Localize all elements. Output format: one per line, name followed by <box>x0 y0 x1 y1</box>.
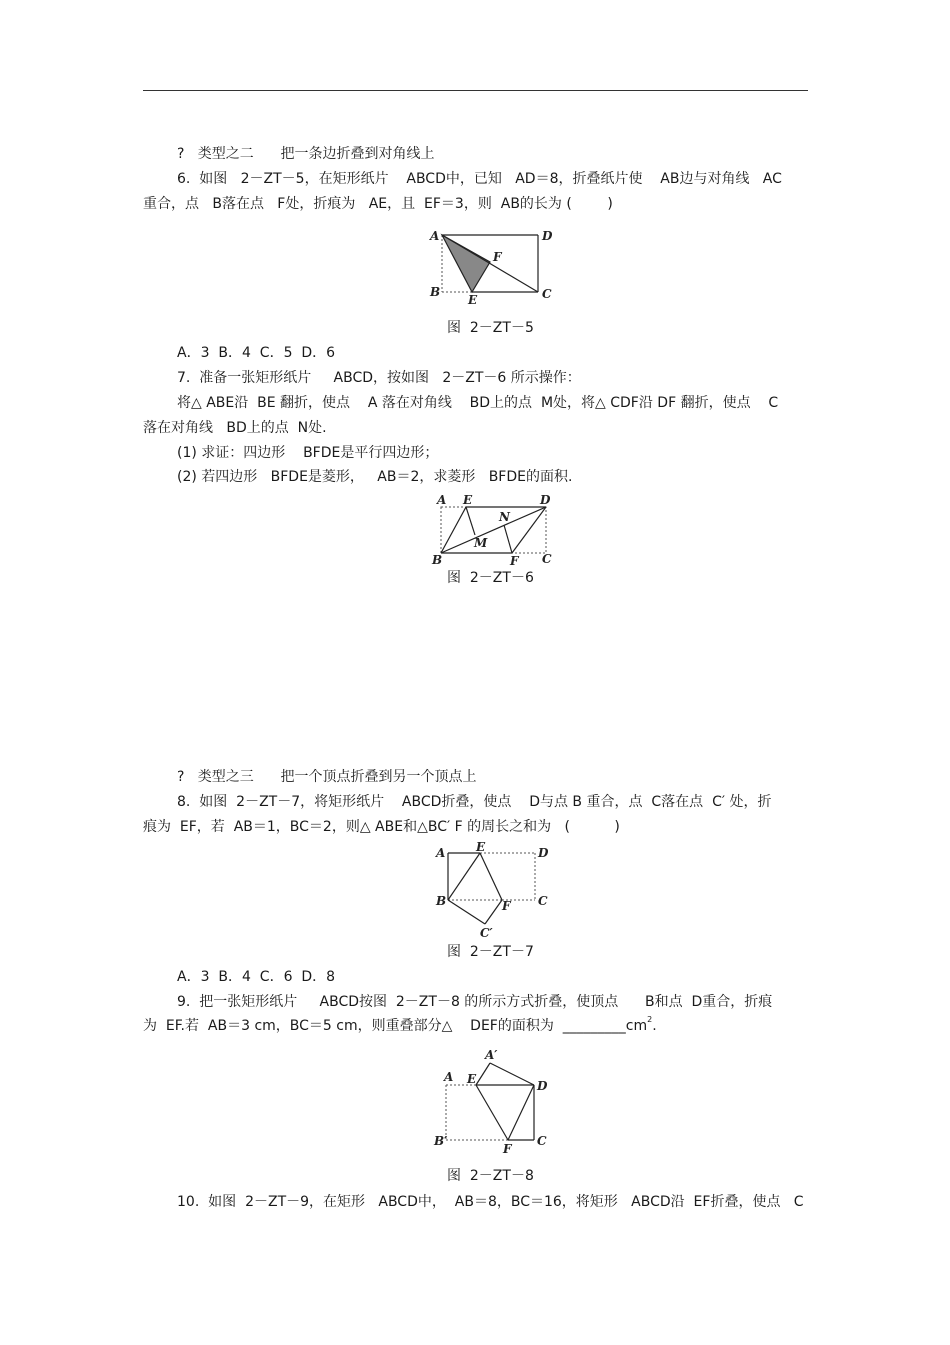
q9-text-end: . <box>652 1018 657 1034</box>
fig6-label-a: A <box>437 493 447 507</box>
figure-caption: 图 2－ZT－7 <box>447 944 534 960</box>
fig5-label-a: A <box>430 229 440 243</box>
section-title: ? 类型之二 把一条边折叠到对角线上 <box>177 146 435 162</box>
q9-text-main: 为 EF.若 AB＝3 cm，BC＝5 cm，则重叠部分△ DEF的面积为 _________cm <box>143 1018 648 1034</box>
q9-text-line1: 9. 把一张矩形纸片 ABCD按图 2－ZT－8 的所示方式折叠，使顶点 B和点 D重合，折痕 <box>177 994 773 1010</box>
header-rule <box>143 90 808 91</box>
q8-text-line2: 痕为 EF，若 AB＝1，BC＝2，则△ ABE和△BC′ F 的周长之和为 ( ) <box>143 819 620 835</box>
q7-part1: (1) 求证：四边形 BFDE是平行四边形； <box>177 445 439 461</box>
superscript: 2 <box>647 1015 653 1024</box>
q6-text-line2: 重合，点 B落在点 F处，折痕为 AE，且 EF＝3，则 AB的长为 ( ) <box>143 196 613 212</box>
fig8-label-f: F <box>503 1142 512 1156</box>
fig8-label-a-prime: A′ <box>485 1048 498 1062</box>
q6-options: A．3 B．4 C．5 D．6 <box>177 345 336 361</box>
fig7-label-c-prime: C′ <box>480 926 493 940</box>
fig6-label-n: N <box>499 510 510 524</box>
q9-text-line2 <box>143 1016 657 1038</box>
fig5-label-b: B <box>430 285 441 299</box>
q7-text-line2: 将△ ABE沿 BE 翻折，使点 A 落在对角线 BD上的点 M处，将△ CDF沿 DF 翻折，使点 C <box>177 395 779 411</box>
q8-text-line1: 8. 如图 2－ZT－7，将矩形纸片 ABCD折叠，使点 D与点 B 重合，点 C落在点 C′ 处，折 <box>177 794 772 810</box>
fig8-label-e: E <box>467 1072 477 1086</box>
fig7-label-c: C <box>538 894 548 908</box>
fig5-label-f: F <box>493 250 502 264</box>
fig7-label-f: F <box>502 899 511 913</box>
fig6-label-c: C <box>542 552 552 566</box>
q7-text-line1: 7. 准备一张矩形纸片 ABCD，按如图 2－ZT－6 所示操作： <box>177 370 581 386</box>
fig7-label-b: B <box>436 894 447 908</box>
q7-text-line3: 落在对角线 BD上的点 N处. <box>143 420 327 436</box>
q6-text-line1: 6. 如图 2－ZT－5，在矩形纸片 ABCD中，已知 AD＝8，折叠纸片使 AB边与对角线 AC <box>177 171 782 187</box>
q7-part2: (2) 若四边形 BFDE是菱形， AB＝2，求菱形 BFDE的面积. <box>177 469 573 485</box>
q10-text-line1: 10. 如图 2－ZT－9，在矩形 ABCD中， AB＝8，BC＝16，将矩形 ABCD沿 EF折叠，使点 C <box>177 1194 804 1210</box>
fig8-label-c: C <box>537 1134 547 1148</box>
fig7-label-d: D <box>538 846 549 860</box>
figure-caption: 图 2－ZT－6 <box>447 570 534 586</box>
fig7-label-a: A <box>436 846 446 860</box>
figure-2-zt-5 <box>425 225 565 310</box>
fig5-label-d: D <box>542 229 553 243</box>
figure-2-zt-7 <box>430 840 555 940</box>
fig7-label-e: E <box>476 840 486 854</box>
fig6-label-m: M <box>474 536 488 550</box>
fig6-label-b: B <box>432 553 443 567</box>
figure-2-zt-8 <box>430 1045 555 1157</box>
fig8-label-a: A <box>444 1070 454 1084</box>
fig8-label-b-prime: B′ <box>434 1134 448 1148</box>
fig8-label-d: D <box>537 1079 548 1093</box>
section-title: ? 类型之三 把一个顶点折叠到另一个顶点上 <box>177 769 477 785</box>
figure-caption: 图 2－ZT－8 <box>447 1168 534 1184</box>
figure-caption: 图 2－ZT－5 <box>447 320 534 336</box>
fig6-label-f: F <box>510 554 519 568</box>
fig5-label-e: E <box>468 293 478 307</box>
figure-2-zt-6 <box>428 493 563 568</box>
q8-options: A．3 B．4 C．6 D．8 <box>177 969 336 985</box>
fig6-label-e: E <box>463 493 473 507</box>
fig5-label-c: C <box>542 287 552 301</box>
fig6-label-d: D <box>540 493 551 507</box>
